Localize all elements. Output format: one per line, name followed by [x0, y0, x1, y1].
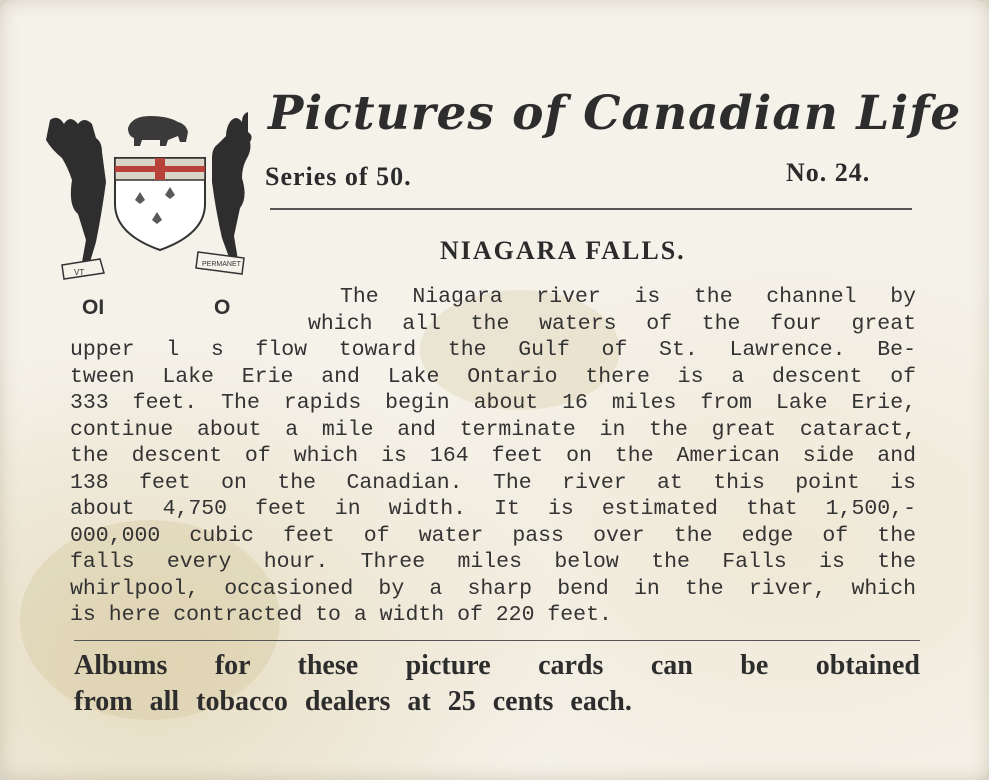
albums-notice	[74, 648, 920, 720]
body-line: 138 feet on the Canadian. The river at this point is	[70, 470, 916, 495]
card-number: No. 24.	[786, 158, 871, 187]
body-line: the descent of which is 164 feet on the American side and	[70, 444, 916, 468]
pin-mark-right: O	[214, 296, 231, 319]
albums-line-2: from all tobacco dealers at 25 cents each.	[74, 686, 632, 717]
body-line: tween Lake Erie and Lake Ontario there is a descent of	[70, 364, 916, 389]
ontario-coat-of-arms-icon	[40, 100, 260, 290]
albums-line-1: Albums for these picture cards can be obtained	[74, 650, 920, 681]
pin-mark-left: OI	[82, 296, 105, 319]
body-line: whirlpool, occasioned by a sharp bend in the river, which	[70, 576, 916, 601]
body-line: upper l s flow toward the Gulf of St. Lawrence. Be-	[70, 338, 916, 362]
body-line: which all the waters of the four great	[308, 311, 916, 336]
body-line: about 4,750 feet in width. It is estimated that 1,500,-	[70, 497, 916, 521]
body-line: The Niagara river is the channel by	[340, 285, 916, 309]
body-line: 000,000 cubic feet of water pass over the edge of the	[70, 523, 916, 548]
body-line: is here contracted to a width of 220 feet.	[70, 603, 612, 627]
series-label: Series of 50.	[265, 162, 412, 191]
header-divider	[270, 208, 912, 210]
body-line: falls every hour. Three miles below the Falls is the	[70, 550, 916, 574]
crest-left-scroll-text: VT	[74, 268, 85, 277]
description-text	[70, 284, 916, 629]
card-title: Pictures of Canadian Life	[268, 86, 962, 141]
footer-divider	[74, 640, 920, 641]
crest-right-scroll-text: PERMANET	[202, 261, 241, 268]
body-line: continue about a mile and terminate in the great cataract,	[70, 417, 916, 442]
subject-heading: NIAGARA FALLS.	[440, 236, 686, 265]
body-line: 333 feet. The rapids begin about 16 miles from Lake Erie,	[70, 391, 916, 415]
